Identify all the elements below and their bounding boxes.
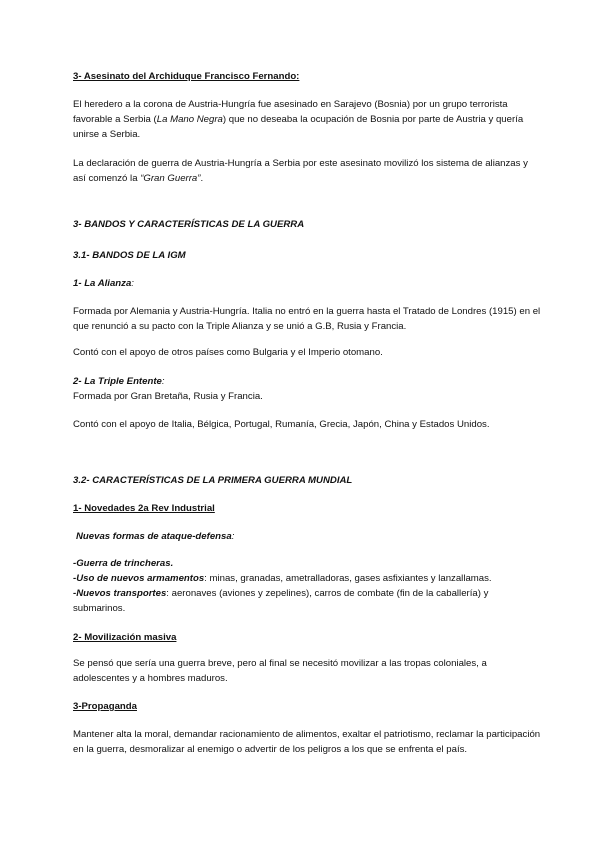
heading-la-alianza [73, 277, 543, 292]
text-span: La declaración de guerra de Austria-Hungría a Serbia por este asesinato movilizó los sistema de alianzas y así comenzó la [73, 158, 528, 184]
paragraph-propaganda: Mantener alta la moral, demandar racionamiento de alimentos, exaltar el patriotismo, reclamar la participación en la guerra, desmoralizar al enemigo o advertir de los peligros a los que se enfrenta el país. [73, 729, 541, 755]
subsection-heading-caracteristicas: 3.2- CARACTERÍSTICAS DE LA PRIMERA GUERRA MUNDIAL [73, 475, 353, 486]
emphasis-gran-guerra: “Gran Guerra” [140, 172, 201, 184]
text-span: ) que no deseaba la ocupación de Bosnia por parte de Austria y quería unirse a Serbia. [73, 113, 524, 140]
item-text: : aeronaves (aviones y zepelines), carros de combate (fin de la caballería) y submarinos. [73, 588, 489, 614]
paragraph-entente-2: Contó con el apoyo de Italia, Bélgica, Portugal, Rumanía, Grecia, Japón, China y Estados Unidos. [73, 419, 490, 430]
paragraph-movilizacion: Se pensó que sería una guerra breve, pero al final se necesitó movilizar a las tropas coloniales, a adolescentes y a hombres maduros. [73, 658, 487, 684]
list-item-armamentos [73, 572, 543, 587]
item-label: -Nuevos transportes [73, 588, 167, 599]
colon: : [231, 531, 235, 542]
item-text: : minas, granadas, ametralladoras, gases asfixiantes y lanzallamas. [204, 573, 492, 584]
paragraph-alianza-2: Contó con el apoyo de otros países como Bulgaria y el Imperio otomano. [73, 347, 383, 358]
heading-triple-entente [73, 375, 543, 390]
emphasis-la-mano-negra: La Mano Negra [156, 113, 223, 125]
heading-text: 2- La Triple Entente [73, 376, 162, 387]
heading-novedades: 1- Novedades 2a Rev Industrial [73, 503, 215, 514]
heading-propaganda: 3-Propaganda [73, 701, 137, 712]
paragraph-assassination-1 [73, 98, 543, 143]
section-heading-assassination: 3- Asesinato del Archiduque Francisco Fernando: [73, 71, 300, 82]
paragraph-entente-1: Formada por Gran Bretaña, Rusia y Francia. [73, 391, 263, 402]
section-heading-bandos: 3- BANDOS Y CARACTERÍSTICAS DE LA GUERRA [73, 219, 305, 230]
subheading-text: Nuevas formas de ataque-defensa [76, 531, 232, 542]
subsection-heading-bandos-igm: 3.1- BANDOS DE LA IGM [73, 250, 186, 261]
list-item-transportes [73, 587, 543, 617]
text-span: El heredero a la corona de Austria-Hungría fue asesinado en Sarajevo (Bosnia) por un grupo terrorista favorable a Serbia ( [73, 99, 508, 125]
heading-movilizacion: 2- Movilización masiva [73, 632, 177, 643]
subheading-nuevas-formas [76, 530, 546, 545]
paragraph-assassination-2 [73, 157, 543, 187]
paragraph-alianza-1: Formada por Alemania y Austria-Hungría. Italia no entró en la guerra hasta el Tratado de Londres (1915) en el que renunció a su pacto con la Triple Alianza y se unió a G.B, Rusia y Francia. [73, 306, 541, 332]
text-span: . [200, 172, 204, 184]
heading-text: 1- La Alianza [73, 278, 132, 289]
colon: : [161, 376, 165, 387]
colon: : [131, 278, 134, 289]
list-item-trincheras: -Guerra de trincheras. [73, 558, 174, 569]
item-label: -Uso de nuevos armamentos [73, 573, 205, 584]
